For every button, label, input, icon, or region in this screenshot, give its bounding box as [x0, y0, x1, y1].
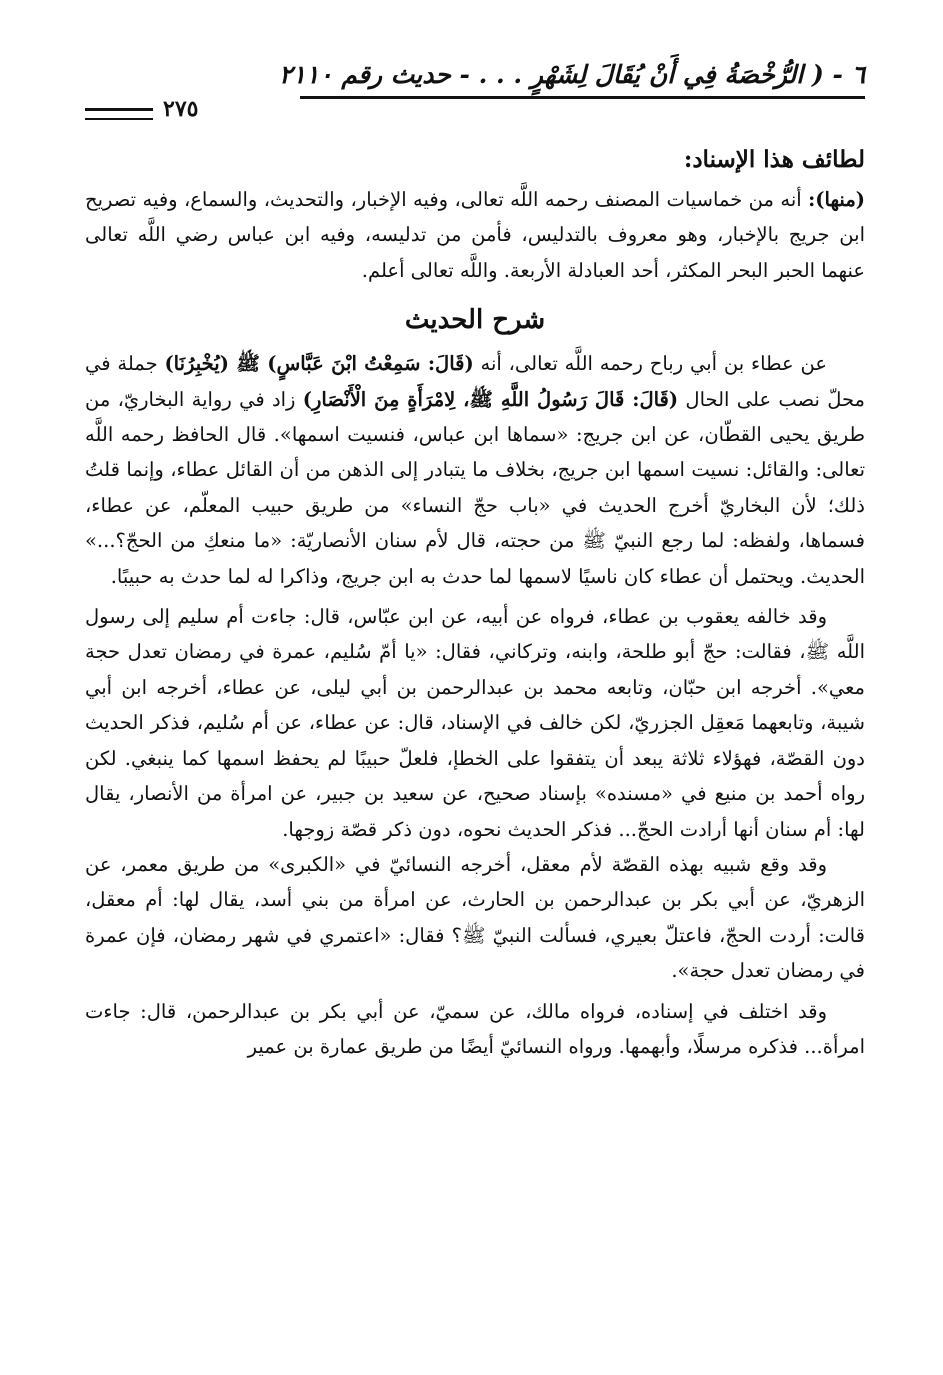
header-rule	[300, 96, 865, 99]
sharh-paragraph-1	[85, 346, 865, 594]
isnad-text: أنه من خماسيات المصنف رحمه اللَّه تعالى، وفيه الإخبار، والتحديث، والسماع، وفيه تصريح ابن جريج بالإخبار، وهو معروف بالتدليس، فأمن من تدليسه، وفيه ابن عباس رضي اللَّه تعالى عنهما الحبر البحر المكثر، أحد العبادلة الأربعة. واللَّه تعالى أعلم.	[85, 188, 865, 282]
section-heading: لطائف هذا الإسناد:	[683, 146, 865, 173]
sharh-p1-intro: عن عطاء بن أبي رباح رحمه اللَّه تعالى، أنه	[473, 352, 827, 376]
running-title: ٦ - ( الرُّخْصَةُ فِي أَنْ يُقَالَ لِشَهْرٍ . . . - حديث رقم ٢١١٠	[278, 60, 865, 89]
isnad-label: (منها):	[808, 188, 865, 211]
sharh-p1-mid: جملة في محلّ نصب على الحال	[85, 352, 865, 411]
sharh-paragraph-3: وقد وقع شبيه بهذه القصّة لأم معقل، أخرجه النسائيّ في «الكبرى» من طريق معمر، عن الزهريّ، عن أبي بكر بن عبدالرحمن بن الحارث، عن امرأة من بني أسد، يقال لها: أم معقل، قالت: أردت الحجّ، فاعتلّ بعيري، فسألت النبيّ ﷺ؟ فقال: «اعتمري في شهر رمضان، فإن عمرة في رمضان تعدل حجة».	[85, 852, 865, 983]
sharh-heading: شرح الحديث	[404, 305, 546, 336]
sharh-paragraph-2: وقد خالفه يعقوب بن عطاء، فرواه عن أبيه، عن ابن عبّاس، قال: جاءت أم سليم إلى رسول اللَّه ﷺ، فقالت: حجّ أبو طلحة، وابنه، وتركاني، فقال: «يا أمّ سُليم، عمرة في رمضان تعدل حجة معي». أخرجه ابن حبّان، وتابعه محمد بن عبدالرحمن بن أبي ليلى، عن عطاء، أخرجه ابن أبي شيبة، وتابعهما مَعقِل الجزريّ، لكن خالف في الإسناد، قال: عن عطاء، عن أم سُليم، فذكر الحديث دون القصّة، فهؤلاء ثلاثة يبعد أن يتفقوا على الخطإ، فلعلّ حبيبًا لم يحفظ اسمها كما ينبغي. لكن رواه أحمد بن منيع في «مسنده» بإسناد صحيح، عن سعيد بن جبير، عن امرأة من الأنصار، يقال لها: أم سنان أنها أرادت الحجّ... فذكر الحديث نحوه، دون ذكر قصّة زوجها.	[85, 605, 865, 841]
sharh-p1-rest: زاد في رواية البخاريّ، من طريق يحيى القطّان، عن ابن جريج: «سماها ابن عباس، فنسيت اسمها». قال الحافظ رحمه اللَّه تعالى: والقائل: نسيت اسمها ابن جريج، بخلاف ما يتبادر إلى الذهن من أن القائل عطاء، وإنما قلتُ ذلك؛ لأن البخاريّ أخرج الحديث في «باب حجّ النساء» من طريق حبيب المعلّم، عن عطاء، فسماها، ولفظه: لما رجع النبيّ ﷺ من حجته، قال لأم سنان الأنصاريّة: «ما منعكِ من الحجّ؟...» الحديث. ويحتمل أن عطاء كان ناسيًا لاسمها لما حدث به ابن جريج، وذاكرا له لما حدث به حبيبًا.	[85, 387, 865, 588]
document-page	[85, 52, 865, 1064]
page-number: ٢٧٥	[163, 96, 199, 122]
hadith-quote-2: (قَالَ: قَالَ رَسُولُ اللَّهِ ﷺ، لِامْرَأَةٍ مِنَ الْأَنْصَارِ)	[302, 387, 679, 411]
running-header	[85, 52, 865, 122]
page-number-rule	[85, 108, 153, 120]
sharh-paragraph-4: وقد اختلف في إسناده، فرواه مالك، عن سميّ، عن أبي بكر بن عبدالرحمن، قال: جاءت امرأة... فذكره مرسلًا، وأبهمها. ورواه النسائيّ أيضًا من طريق عمارة بن عمير	[85, 999, 865, 1058]
isnad-paragraph	[85, 182, 865, 288]
hadith-quote-1: (قَالَ: سَمِعْتُ ابْنَ عَبَّاسٍ) ﷺ (يُخْبِرُنَا)	[164, 352, 474, 376]
